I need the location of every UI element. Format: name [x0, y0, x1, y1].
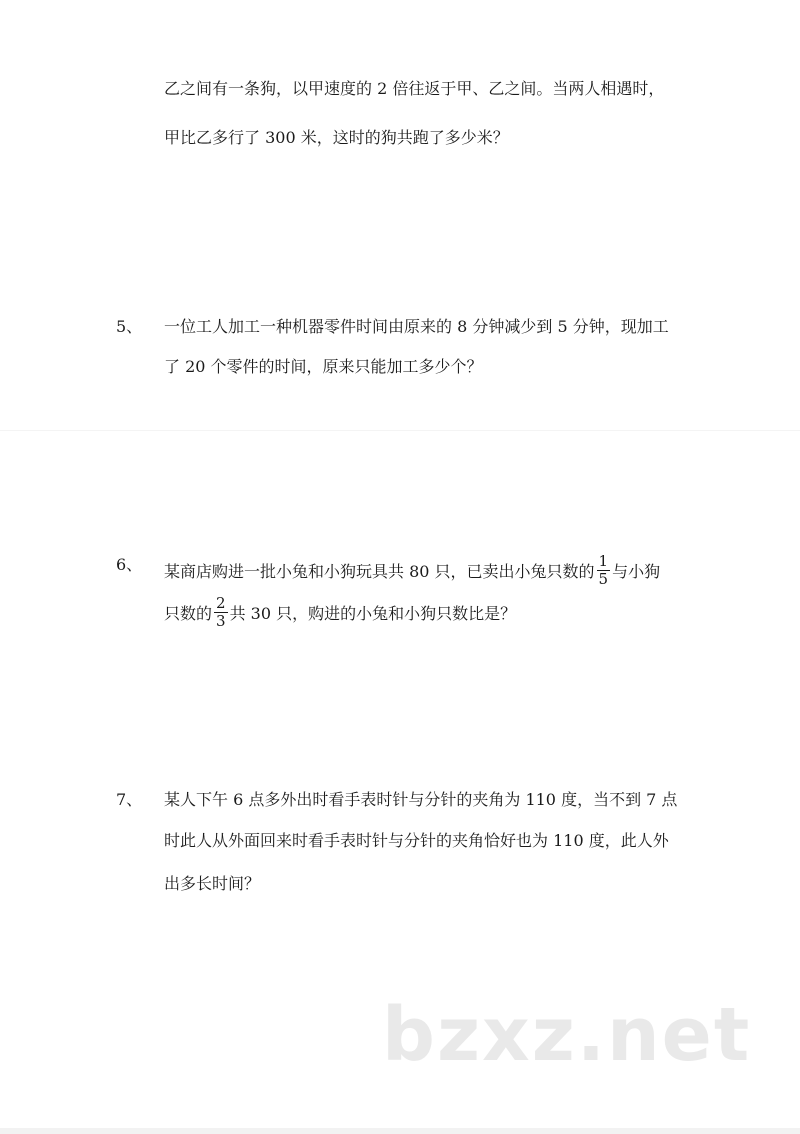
problem-7-line-1: 某人下午 6 点多外出时看手表时针与分针的夹角为 110 度，当不到 7 点	[164, 790, 678, 809]
fraction-denominator: 3	[216, 612, 226, 630]
problem-5-number: 5、	[116, 317, 143, 336]
page-bottom-edge	[0, 1128, 800, 1134]
page-divider	[0, 430, 800, 431]
fraction-numerator: 2	[216, 594, 226, 612]
problem-6-text-d: 共 30 只，购进的小兔和小狗只数比是？	[229, 604, 517, 623]
problem-5-line-2: 了 20 个零件的时间，原来只能加工多少个？	[164, 357, 483, 376]
problem-5-line-1: 一位工人加工一种机器零件时间由原来的 8 分钟减少到 5 分钟，现加工	[164, 317, 669, 336]
fraction-denominator: 5	[598, 570, 609, 588]
watermark-logo: bzxz.net	[382, 992, 752, 1078]
problem-4-line-2: 甲比乙多行了 300 米，这时的狗共跑了多少米？	[164, 128, 509, 147]
fraction-one-fifth	[597, 553, 611, 588]
problem-7-line-3: 出多长时间？	[164, 874, 261, 893]
problem-6-text-b: 与小狗	[612, 562, 661, 581]
problem-4-line-1: 乙之间有一条狗，以甲速度的 2 倍往返于甲、乙之间。当两人相遇时，	[164, 79, 665, 98]
problem-6-line-2	[164, 594, 517, 632]
problem-6-text-a: 某商店购进一批小兔和小狗玩具共 80 只，已卖出小兔只数的	[164, 562, 595, 581]
fraction-numerator: 1	[598, 552, 609, 570]
problem-6-line-1	[164, 552, 661, 590]
problem-6-text-c: 只数的	[164, 604, 213, 623]
problem-7-number: 7、	[116, 790, 143, 809]
problem-6-number: 6、	[116, 555, 143, 574]
fraction-two-thirds	[214, 595, 228, 630]
problem-7-line-2: 时此人从外面回来时看手表时针与分针的夹角恰好也为 110 度，此人外	[164, 831, 669, 850]
